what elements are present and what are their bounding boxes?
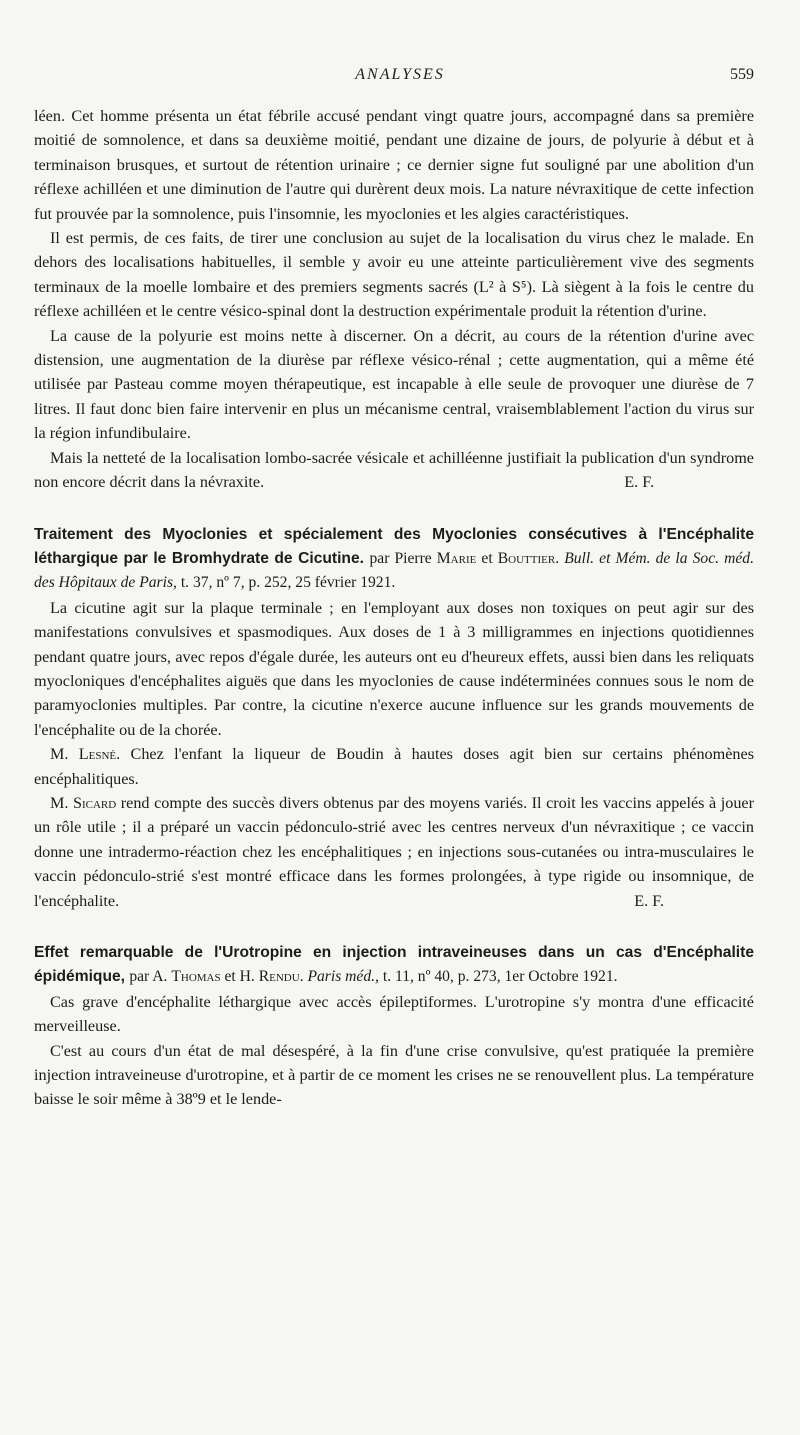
running-head bbox=[0, 66, 800, 90]
paragraph-text: rend compte des succès divers obtenus par des moyens variés. Il croit les vaccins appelés à jouer un rôle utile ; il a préparé un vaccin pédonculo-strié avec les centres nerveux d'un névraxitique ; ce vaccin donne une intradermo-réaction chez les encéphalitiques ; en injections sous-cutanées ou intra-musculaires le vaccin pédonculo-strié s'est montré efficace dans les formes prolongées, à type rigide ou insomnique, de l'encéphalite. bbox=[34, 793, 754, 910]
paragraph-text: Chez l'enfant la liqueur de Boudin à hautes doses agit bien sur certains phénomènes encéphalitiques. bbox=[34, 745, 755, 788]
author-name: Bouttier bbox=[497, 549, 556, 567]
journal-volume: t. 11, nº 40, p. 273, 1er Octobre 1921. bbox=[382, 968, 618, 986]
running-title: ANALYSES bbox=[355, 66, 445, 83]
paragraph: La cause de la polyurie est moins nette à discerner. On a décrit, au cours de la rétention d'urine avec distension, une augmentation de la diurèse par réflexe vésico-rénal ; cette augmentation, qui a même été utilisée par Pasteau comme moyen thérapeutique, est incapable à elle seule de provoquer une diurèse de 7 litres. Il faut donc bien faire intervenir en plus un mécanisme central, vraisemblablement l'action du virus sur la région infundibulaire. bbox=[34, 326, 754, 443]
paragraph bbox=[34, 791, 754, 913]
speaker-name: M. Sicard bbox=[50, 793, 117, 812]
paragraph bbox=[34, 742, 754, 791]
paragraph: C'est au cours d'un état de mal désespéré, à la fin d'une crise convulsive, qu'est pratiquée la première injection intraveineuse d'urotropine, et à partir de ce moment les crises ne se renouvellent plus. La température baisse le soir même à 38º9 et le lende- bbox=[34, 1041, 754, 1109]
and-label: et bbox=[481, 549, 493, 567]
journal-source: Bull. et Mém. de la Soc. méd. des Hôpitaux de Paris, bbox=[34, 549, 754, 592]
article-title-text: Traitement des Myoclonies et spécialement des Myoclonies consécutives à l'Encéphalite léthargique par le Bromhydrate de Cicutine. bbox=[34, 525, 754, 567]
paragraph-text: Mais la netteté de la localisation lombo-sacrée vésicale et achilléenne justifiait la publication d'un syndrome non encore décrit dans la névraxite. bbox=[34, 448, 754, 492]
article-reference: par Pierre Marie et Bouttier. Bull. et Mém. de la Soc. méd. des Hôpitaux de Paris, t. 37, nº 7, p. 252, 25 février 1921. bbox=[34, 549, 754, 592]
journal-source: Paris méd., bbox=[307, 968, 379, 986]
paragraph: Il est permis, de ces faits, de tirer une conclusion au sujet de la localisation du virus chez le malade. En dehors des localisations habituelles, il semble y avoir eu une atteinte particulièrement vive des segments terminaux de la moelle lombaire et des premiers segments sacrés (L² à S⁵). Là siègent à la fois le centre du réflexe achilléen et le centre vésico-spinal dont la destruction expérimentale produit la rétention d'urine. bbox=[34, 229, 754, 321]
paragraph: léen. Cet homme présenta un état fébrile accusé pendant vingt quatre jours, accompagné dans sa première moitié de somnolence, et dans sa deuxième moitié, pendant une dizaine de jours, de polyurie à début et à terminaison brusques, et surtout de rétention urinaire ; ce dernier signe fut souligné par une abolition d'un réflexe achilléen et une diminution de l'autre qui durèrent deux mois. La nature névraxitique de cette infection fut prouvée par la somnolence, puis l'insomnie, les myoclonies et les algies caractéristiques. bbox=[34, 107, 754, 223]
author-name: Marie bbox=[436, 549, 477, 567]
article-title-text: Effet remarquable de l'Urotropine en injection intraveineuses dans un cas d'Encéphalite épidémique, bbox=[34, 944, 754, 986]
author-name: Thomas bbox=[171, 968, 221, 986]
paragraph bbox=[34, 446, 754, 495]
author-name: Rendu bbox=[258, 968, 300, 986]
paragraph: La cicutine agit sur la plaque terminale ; en l'employant aux doses non toxiques on peut agir sur des manifestations convulsives et spasmodiques. Aux doses de 1 à 3 milligrammes en injections quotidiennes pendant quatre jours, avec repos d'égale durée, les auteurs ont eu d'heureux effets, aussi bien dans les reliquats myocloniques d'encéphalites aiguës que dans les myoclonies de cause indéterminées connues sous le nom de paramyoclonies multiples. Par contre, la cicutine n'exerce aucune influence sur les grands mouvements de l'encéphalite ou de la chorée. bbox=[34, 598, 754, 739]
article-reference: par A. Thomas et H. Rendu. Paris méd., t. 11, nº 40, p. 273, 1er Octobre 1921. bbox=[129, 968, 618, 986]
page-number: 559 bbox=[730, 66, 754, 83]
article-title bbox=[34, 941, 754, 990]
signature: E. F. bbox=[624, 473, 654, 492]
by-label: par A. bbox=[129, 968, 168, 986]
paragraph: Cas grave d'encéphalite léthargique avec accès épileptiformes. L'urotropine s'y montra d'une efficacité merveilleuse. bbox=[34, 992, 754, 1036]
by-label: par Pierre bbox=[369, 549, 432, 567]
journal-volume: t. 37, nº 7, p. 252, 25 février 1921. bbox=[180, 574, 396, 592]
speaker-name: M. Lesné. bbox=[50, 745, 121, 764]
signature: E. F. bbox=[634, 891, 664, 910]
text-body bbox=[34, 104, 754, 1112]
and-label: et H. bbox=[224, 968, 255, 986]
article-title bbox=[34, 523, 754, 596]
